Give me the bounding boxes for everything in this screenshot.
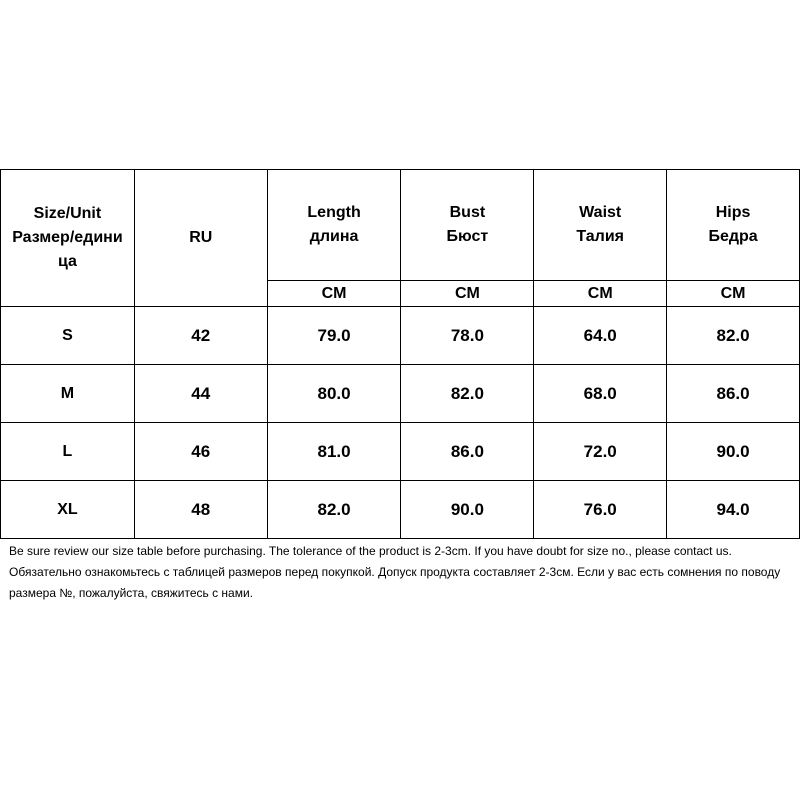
ru-header: RU xyxy=(134,170,267,307)
length-unit: CM xyxy=(267,281,401,307)
length-header: Length длина xyxy=(267,170,401,281)
waist-cell: 68.0 xyxy=(534,365,667,423)
bust-cell: 86.0 xyxy=(401,423,534,481)
note-russian: Обязательно ознакомьтесь с таблицей размеров перед покупкой. Допуск продукта составляет 2-3см. Если у вас есть сомнения по поводу xyxy=(9,565,781,579)
size-cell: XL xyxy=(1,481,135,539)
header-row xyxy=(1,170,800,281)
hips-cell: 86.0 xyxy=(667,365,800,423)
size-notes xyxy=(9,541,799,604)
ru-cell: 48 xyxy=(134,481,267,539)
bust-cell: 90.0 xyxy=(401,481,534,539)
waist-unit: CM xyxy=(534,281,667,307)
length-cell: 79.0 xyxy=(267,307,401,365)
ru-cell: 46 xyxy=(134,423,267,481)
table-row xyxy=(1,365,800,423)
size-cell: S xyxy=(1,307,135,365)
table-row xyxy=(1,481,800,539)
length-cell: 81.0 xyxy=(267,423,401,481)
hips-cell: 90.0 xyxy=(667,423,800,481)
size-unit-header: Size/Unit Размер/едини ца xyxy=(1,170,135,307)
note-russian-continued: размера №, пожалуйста, свяжитесь с нами. xyxy=(9,586,254,600)
note-english: Be sure review our size table before purchasing. The tolerance of the product is 2-3cm. If you have doubt for size no., please contact us. xyxy=(9,544,732,558)
ru-cell: 44 xyxy=(134,365,267,423)
waist-cell: 76.0 xyxy=(534,481,667,539)
hips-cell: 82.0 xyxy=(667,307,800,365)
hips-unit: CM xyxy=(667,281,800,307)
bust-cell: 82.0 xyxy=(401,365,534,423)
size-cell: L xyxy=(1,423,135,481)
table-row xyxy=(1,307,800,365)
waist-cell: 64.0 xyxy=(534,307,667,365)
length-cell: 80.0 xyxy=(267,365,401,423)
waist-header: Waist Талия xyxy=(534,170,667,281)
size-cell: M xyxy=(1,365,135,423)
length-cell: 82.0 xyxy=(267,481,401,539)
hips-header: Hips Бедра xyxy=(667,170,800,281)
bust-unit: CM xyxy=(401,281,534,307)
ru-cell: 42 xyxy=(134,307,267,365)
bust-header: Bust Бюст xyxy=(401,170,534,281)
table-row xyxy=(1,423,800,481)
bust-cell: 78.0 xyxy=(401,307,534,365)
waist-cell: 72.0 xyxy=(534,423,667,481)
size-chart-table xyxy=(0,169,800,539)
hips-cell: 94.0 xyxy=(667,481,800,539)
